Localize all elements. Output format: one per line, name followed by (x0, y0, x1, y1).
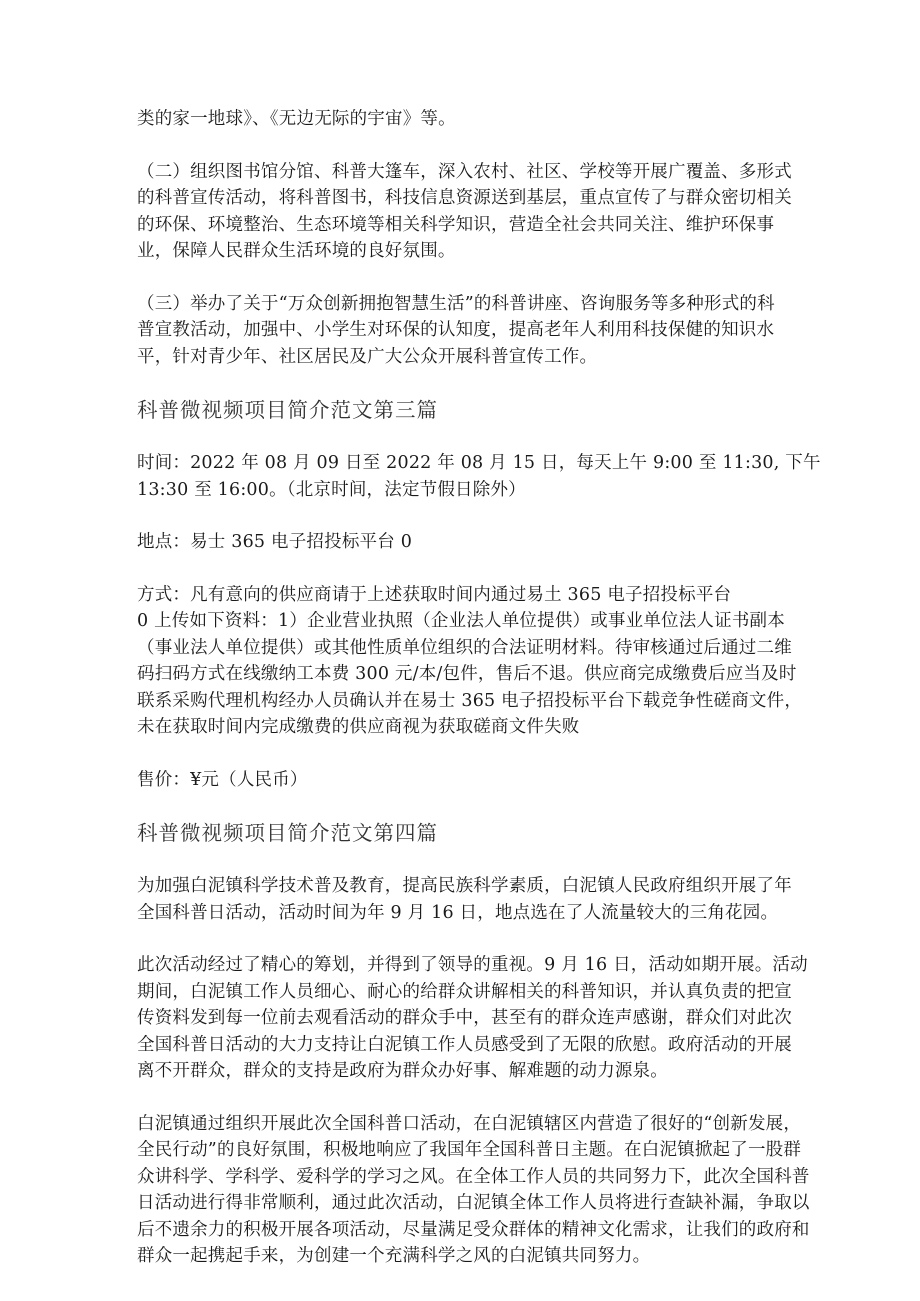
paragraph-gap (137, 926, 787, 952)
paragraph-gap (137, 741, 787, 767)
paragraph (137, 106, 787, 133)
paragraph (137, 767, 787, 794)
paragraph-line: 离不开群众，群众的支持是政府为群众办好事、解难题的动力源泉。 (137, 1061, 668, 1081)
paragraph-line: 售价：¥元（人民币） (137, 769, 308, 790)
paragraph-gap (137, 847, 787, 873)
paragraph-line: 此次活动经过了精心的筹划，并得到了领导的重视。9 月 16 日，活动如期开展。活动 (137, 955, 808, 975)
paragraph (137, 450, 821, 503)
paragraph-line: 地点：易士 365 电子招投标平台 0 (137, 532, 413, 552)
paragraph-line: 全国科普日活动的大力支持让白泥镇工作人员感受到了无限的欣慰。政府活动的开展 (137, 1034, 792, 1055)
paragraph-gap (137, 1085, 787, 1111)
paragraph (137, 159, 792, 265)
paragraph-line: 传资料发到每一位前去观看活动的群众手中，甚至有的群众连声感谢，群众们对此次 (137, 1008, 792, 1028)
paragraph-line: （事业法人单位提供）或其他性质单位组织的合法证明材料。待审核通过后通过二维 (137, 637, 792, 658)
paragraph (137, 952, 808, 1085)
paragraph-gap (137, 793, 787, 819)
paragraph-gap (137, 503, 787, 529)
paragraph-line: 白泥镇通过组织开展此次全国科普口活动，在白泥镇辖区内营造了很好的“创新发展， (137, 1113, 802, 1134)
paragraph-line: 业，保障人民群众生活环境的良好氛围。 (137, 241, 456, 261)
heading-text: 科普微视频项目简介范文第三篇 (137, 398, 438, 422)
paragraph-line: 全民行动”的良好氛围，积极地响应了我国年全国科普日主题。在白泥镇掀起了一股群 (137, 1140, 802, 1160)
paragraph-line: 联系采购代理机构经办人员确认并在易士 365 电子招投标平台下载竞争性磋商文件， (137, 690, 803, 711)
paragraph-line: 日活动进行得非常顺利，通过此次活动，白泥镇全体工作人员将进行查缺补漏，争取以 (137, 1193, 810, 1213)
paragraph-gap (137, 265, 787, 291)
paragraph-line: （三）举办了关于“万众创新拥抱智慧生活”的科普讲座、咨询服务等多种形式的科 (137, 293, 775, 314)
paragraph-line: 码扫码方式在线缴纳工本费 300 元/本/包件，售后不退。供应商完成缴费后应当及时 (137, 664, 797, 684)
paragraph (137, 582, 803, 741)
document-page (137, 106, 821, 1270)
heading-text: 科普微视频项目简介范文第四篇 (137, 821, 438, 845)
paragraph-line: 群众一起携起手来，为创建一个充满科学之风的白泥镇共同努力。 (137, 1246, 651, 1266)
paragraph-line: 的环保、环境整治、生态环境等相关科学知识，营造全社会共同关注、维护环保事 (137, 214, 775, 235)
paragraph-gap (137, 556, 787, 582)
paragraph-line: 0 上传如下资料：1）企业营业执照（企业法人单位提供）或事业单位法人证书副本 (137, 611, 785, 631)
paragraph (137, 1111, 810, 1270)
paragraph-line: （二）组织图书馆分馆、科普大篷车，深入农村、社区、学校等开展广覆盖、多形式 (137, 161, 792, 182)
paragraph-line: 普宣教活动，加强中、小学生对环保的认知度，提高老年人利用科技保健的知识水 (137, 320, 775, 340)
paragraph-line: 为加强白泥镇科学技术普及教育，提高民族科学素质，白泥镇人民政府组织开展了年 (137, 876, 792, 896)
paragraph-line: 众讲科学、学科学、爱科学的学习之风。在全体工作人员的共同努力下，此次全国科普 (137, 1166, 810, 1187)
paragraph (137, 873, 792, 926)
paragraph-gap (137, 424, 787, 450)
paragraph-line: 未在获取时间内完成缴费的供应商视为获取磋商文件失败 (137, 717, 580, 737)
paragraph-line: 的科普宣传活动，将科普图书，科技信息资源送到基层，重点宣传了与群众密切相关 (137, 188, 792, 208)
paragraph-line: 13:30 至 16:00。（北京时间，法定节假日除外） (137, 479, 526, 500)
paragraph-line: 期间，白泥镇工作人员细心、耐心的给群众讲解相关的科普知识，并认真负责的把宣 (137, 981, 792, 1002)
paragraph (137, 291, 787, 371)
section-heading (137, 819, 787, 847)
paragraph-line: 平，针对青少年、社区居民及广大公众开展科普宣传工作。 (137, 346, 598, 367)
paragraph-line: 类的家一地球》、《无边无际的宇宙》等。 (137, 109, 456, 129)
paragraph-gap (137, 370, 787, 396)
paragraph (137, 529, 787, 556)
section-heading (137, 396, 787, 424)
paragraph-line: 后不遗余力的积极开展各项活动，尽量满足受众群体的精神文化需求，让我们的政府和 (137, 1219, 810, 1240)
paragraph-line: 方式：凡有意向的供应商请于上述获取时间内通过易土 365 电子招投标平台 (137, 584, 732, 605)
paragraph-line: 时间：2022 年 08 月 09 日至 2022 年 08 月 15 日，每天上午 9:00 至 11:30, 下午 (137, 453, 821, 473)
paragraph-line: 全国科普日活动，活动时间为年 9 月 16 日，地点选在了人流量较大的三角花园。 (137, 902, 779, 923)
paragraph-gap (137, 133, 787, 159)
